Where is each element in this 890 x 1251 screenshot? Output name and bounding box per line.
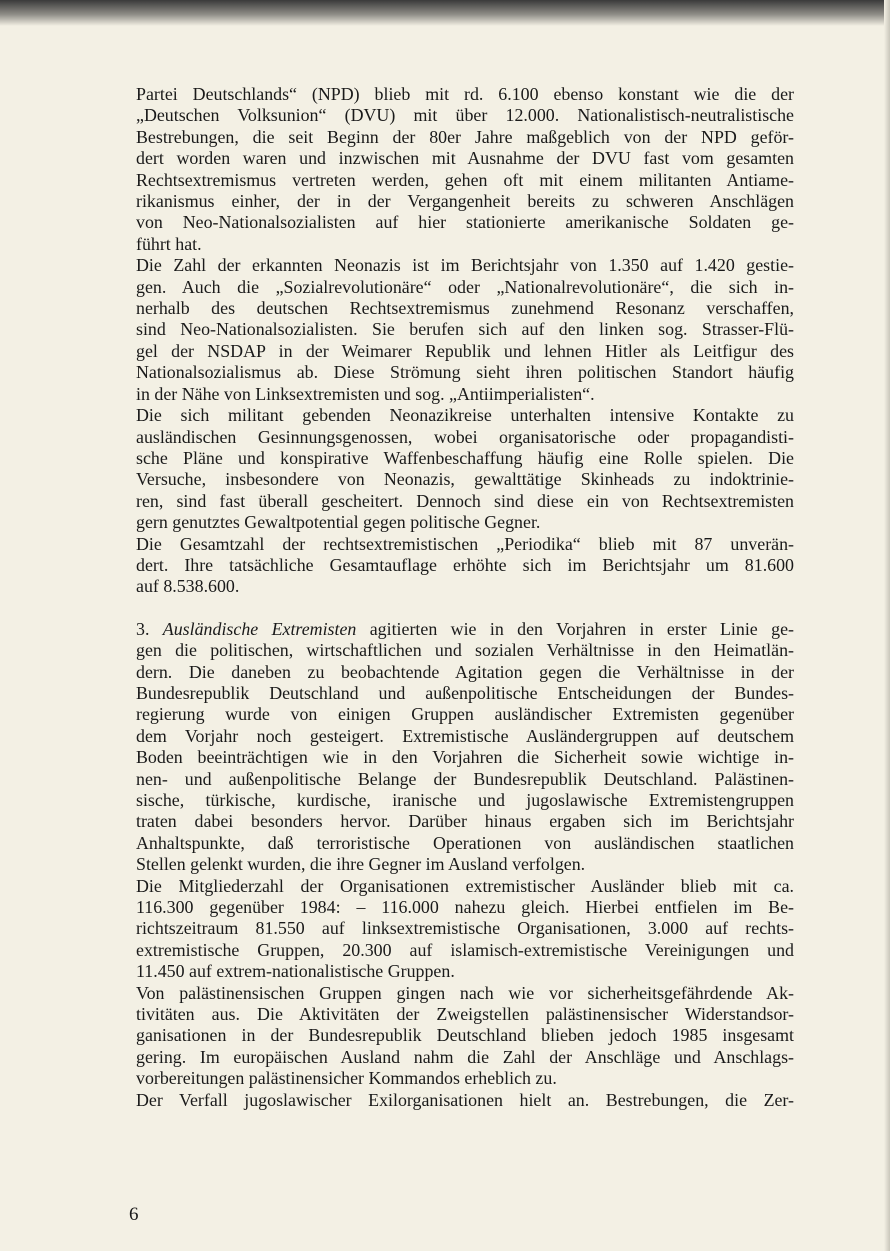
text-line: Stellen gelenkt wurden, die ihre Gegner im Ausland verfolgen.: [136, 854, 586, 875]
text-line: nen- und außenpolitische Belange der Bundesrepublik Deutschland. Palästinen-: [136, 768, 794, 789]
text-line: dem Vorjahr noch gesteigert. Extremistische Ausländergruppen auf deutschem: [136, 725, 794, 746]
section-heading: Ausländische Extremisten: [162, 618, 357, 639]
text-line: Partei Deutschlands“ (NPD) blieb mit rd. 6.100 ebenso konstant wie die der: [136, 84, 794, 104]
text-line: sind Neo-Nationalsozialisten. Sie berufen sich auf den linken sog. Strasser-Flü-: [136, 319, 794, 340]
page-number: 6: [129, 1204, 139, 1225]
text-line: Die sich militant gebenden Neonazikreise unterhalten intensive Kontakte zu: [136, 405, 794, 426]
text-line: Bestrebungen, die seit Beginn der 80er Jahre maßgeblich von der NPD geför-: [136, 126, 794, 147]
section-number: 3.: [136, 618, 150, 639]
text-line: rikanismus einher, der in der Vergangenheit bereits zu schweren Anschlägen: [136, 191, 794, 212]
text-line: Nationalsozialismus ab. Diese Strömung sieht ihren politischen Standort häufig: [136, 362, 794, 383]
text-block-right-wing: [136, 84, 794, 598]
paragraph: [136, 84, 794, 255]
text-line: ren, sind fast überall gescheitert. Dennoch sind diese ein von Rechtsextremisten: [136, 490, 794, 511]
text-block-foreign-extremists: [136, 876, 794, 1111]
text-line: Die Zahl der erkannten Neonazis ist im Berichtsjahr von 1.350 auf 1.420 gestie-: [136, 255, 794, 276]
text-line: auf 8.538.600.: [136, 576, 240, 597]
text-line: traten dabei besonders hervor. Darüber hinaus ergaben sich im Berichtsjahr: [136, 811, 794, 832]
section-3-first-line: [136, 619, 794, 640]
paragraph-gap: [136, 598, 794, 619]
section-3-paragraph: [136, 619, 794, 876]
text-line: vorbereitungen palästinensicher Kommandos erheblich zu.: [136, 1068, 557, 1089]
text-line: extremistische Gruppen, 20.300 auf islamisch-extremistische Vereinigungen und: [136, 939, 794, 960]
paragraph: [136, 534, 794, 598]
text-line: Die Mitgliederzahl der Organisationen extremistischer Ausländer blieb mit ca.: [136, 875, 794, 896]
text-line: dern. Die daneben zu beobachtende Agitation gegen die Verhältnisse in der: [136, 661, 794, 682]
text-line: von Neo-Nationalsozialisten auf hier stationierte amerikanische Soldaten ge-: [136, 212, 794, 233]
text-line: „Deutschen Volksunion“ (DVU) mit über 12.000. Nationalistisch-neutralistische: [136, 105, 794, 126]
paragraph: [136, 255, 794, 405]
section-first-line-text: agitierten wie in den Vorjahren in erster Linie ge-: [369, 618, 794, 639]
text-line: gen. Auch die „Sozialrevolutionäre“ oder „Nationalrevolutionäre“, die sich in-: [136, 276, 794, 297]
text-line: ausländischen Gesinnungsgenossen, wobei organisatorische oder propagandisti-: [136, 426, 794, 447]
text-line: Versuche, insbesondere von Neonazis, gewalttätige Skinheads zu indoktrinie-: [136, 469, 794, 490]
paragraph: [136, 983, 794, 1090]
text-line: gen die politischen, wirtschaftlichen und sozialen Verhältnisse in den Heimatlän-: [136, 640, 794, 661]
text-line: Rechtsextremismus vertreten werden, gehen oft mit einem militanten Antiame-: [136, 169, 794, 190]
text-line: Boden beeinträchtigen wie in den Vorjahren die Sicherheit sowie wichtige in-: [136, 747, 794, 768]
text-line: gering. Im europäischen Ausland nahm die Zahl der Anschläge und Anschlags-: [136, 1046, 794, 1067]
text-line: sische, türkische, kurdische, iranische und jugoslawische Extremistengruppen: [136, 790, 794, 810]
paragraph: [136, 405, 794, 533]
scan-right-edge: [884, 0, 890, 1251]
text-line: regierung wurde von einigen Gruppen ausländischer Extremisten gegenüber: [136, 704, 794, 725]
text-line: Der Verfall jugoslawischer Exilorganisationen hielt an. Bestrebungen, die Zer-: [136, 1089, 794, 1110]
text-line: gel der NSDAP in der Weimarer Republik und lehnen Hitler als Leitfigur des: [136, 340, 794, 361]
scan-top-edge: [0, 0, 890, 26]
text-line: Die Gesamtzahl der rechtsextremistischen „Periodika“ blieb mit 87 unverän-: [136, 533, 794, 554]
text-line: 116.300 gegenüber 1984: – 116.000 nahezu gleich. Hierbei entfielen im Be-: [136, 897, 794, 918]
text-line: in der Nähe von Linksextremisten und sog. „Antiimperialisten“.: [136, 383, 595, 404]
text-line: Von palästinensischen Gruppen gingen nach wie vor sicherheitsgefährdende Ak-: [136, 982, 794, 1003]
text-line: 11.450 auf extrem-nationalistische Gruppen.: [136, 961, 455, 982]
text-line: sche Pläne und konspirative Waffenbeschaffung häufig eine Rolle spielen. Die: [136, 447, 794, 468]
text-line: Bundesrepublik Deutschland und außenpolitische Entscheidungen der Bundes-: [136, 682, 794, 703]
text-line: Anhaltspunkte, daß terroristische Operationen von ausländischen staatlichen: [136, 832, 794, 853]
text-line: richtszeitraum 81.550 auf linksextremistische Organisationen, 3.000 auf rechts-: [136, 918, 794, 939]
text-line: ganisationen in der Bundesrepublik Deutschland blieben jedoch 1985 insgesamt: [136, 1025, 794, 1046]
text-line: nerhalb des deutschen Rechtsextremismus zunehmend Resonanz verschaffen,: [136, 298, 794, 319]
text-line: tivitäten aus. Die Aktivitäten der Zweigstellen palästinensischer Widerstandsor-: [136, 1004, 794, 1025]
paragraph: [136, 1090, 794, 1111]
text-line: gern genutztes Gewaltpotential gegen politische Gegner.: [136, 512, 541, 533]
paragraph: [136, 876, 794, 983]
text-line: dert. Ihre tatsächliche Gesamtauflage erhöhte sich im Berichtsjahr um 81.600: [136, 554, 794, 575]
page-body: [136, 84, 794, 1111]
text-line: dert worden waren und inzwischen mit Ausnahme der DVU fast vom gesamten: [136, 148, 794, 169]
text-line: führt hat.: [136, 233, 202, 254]
